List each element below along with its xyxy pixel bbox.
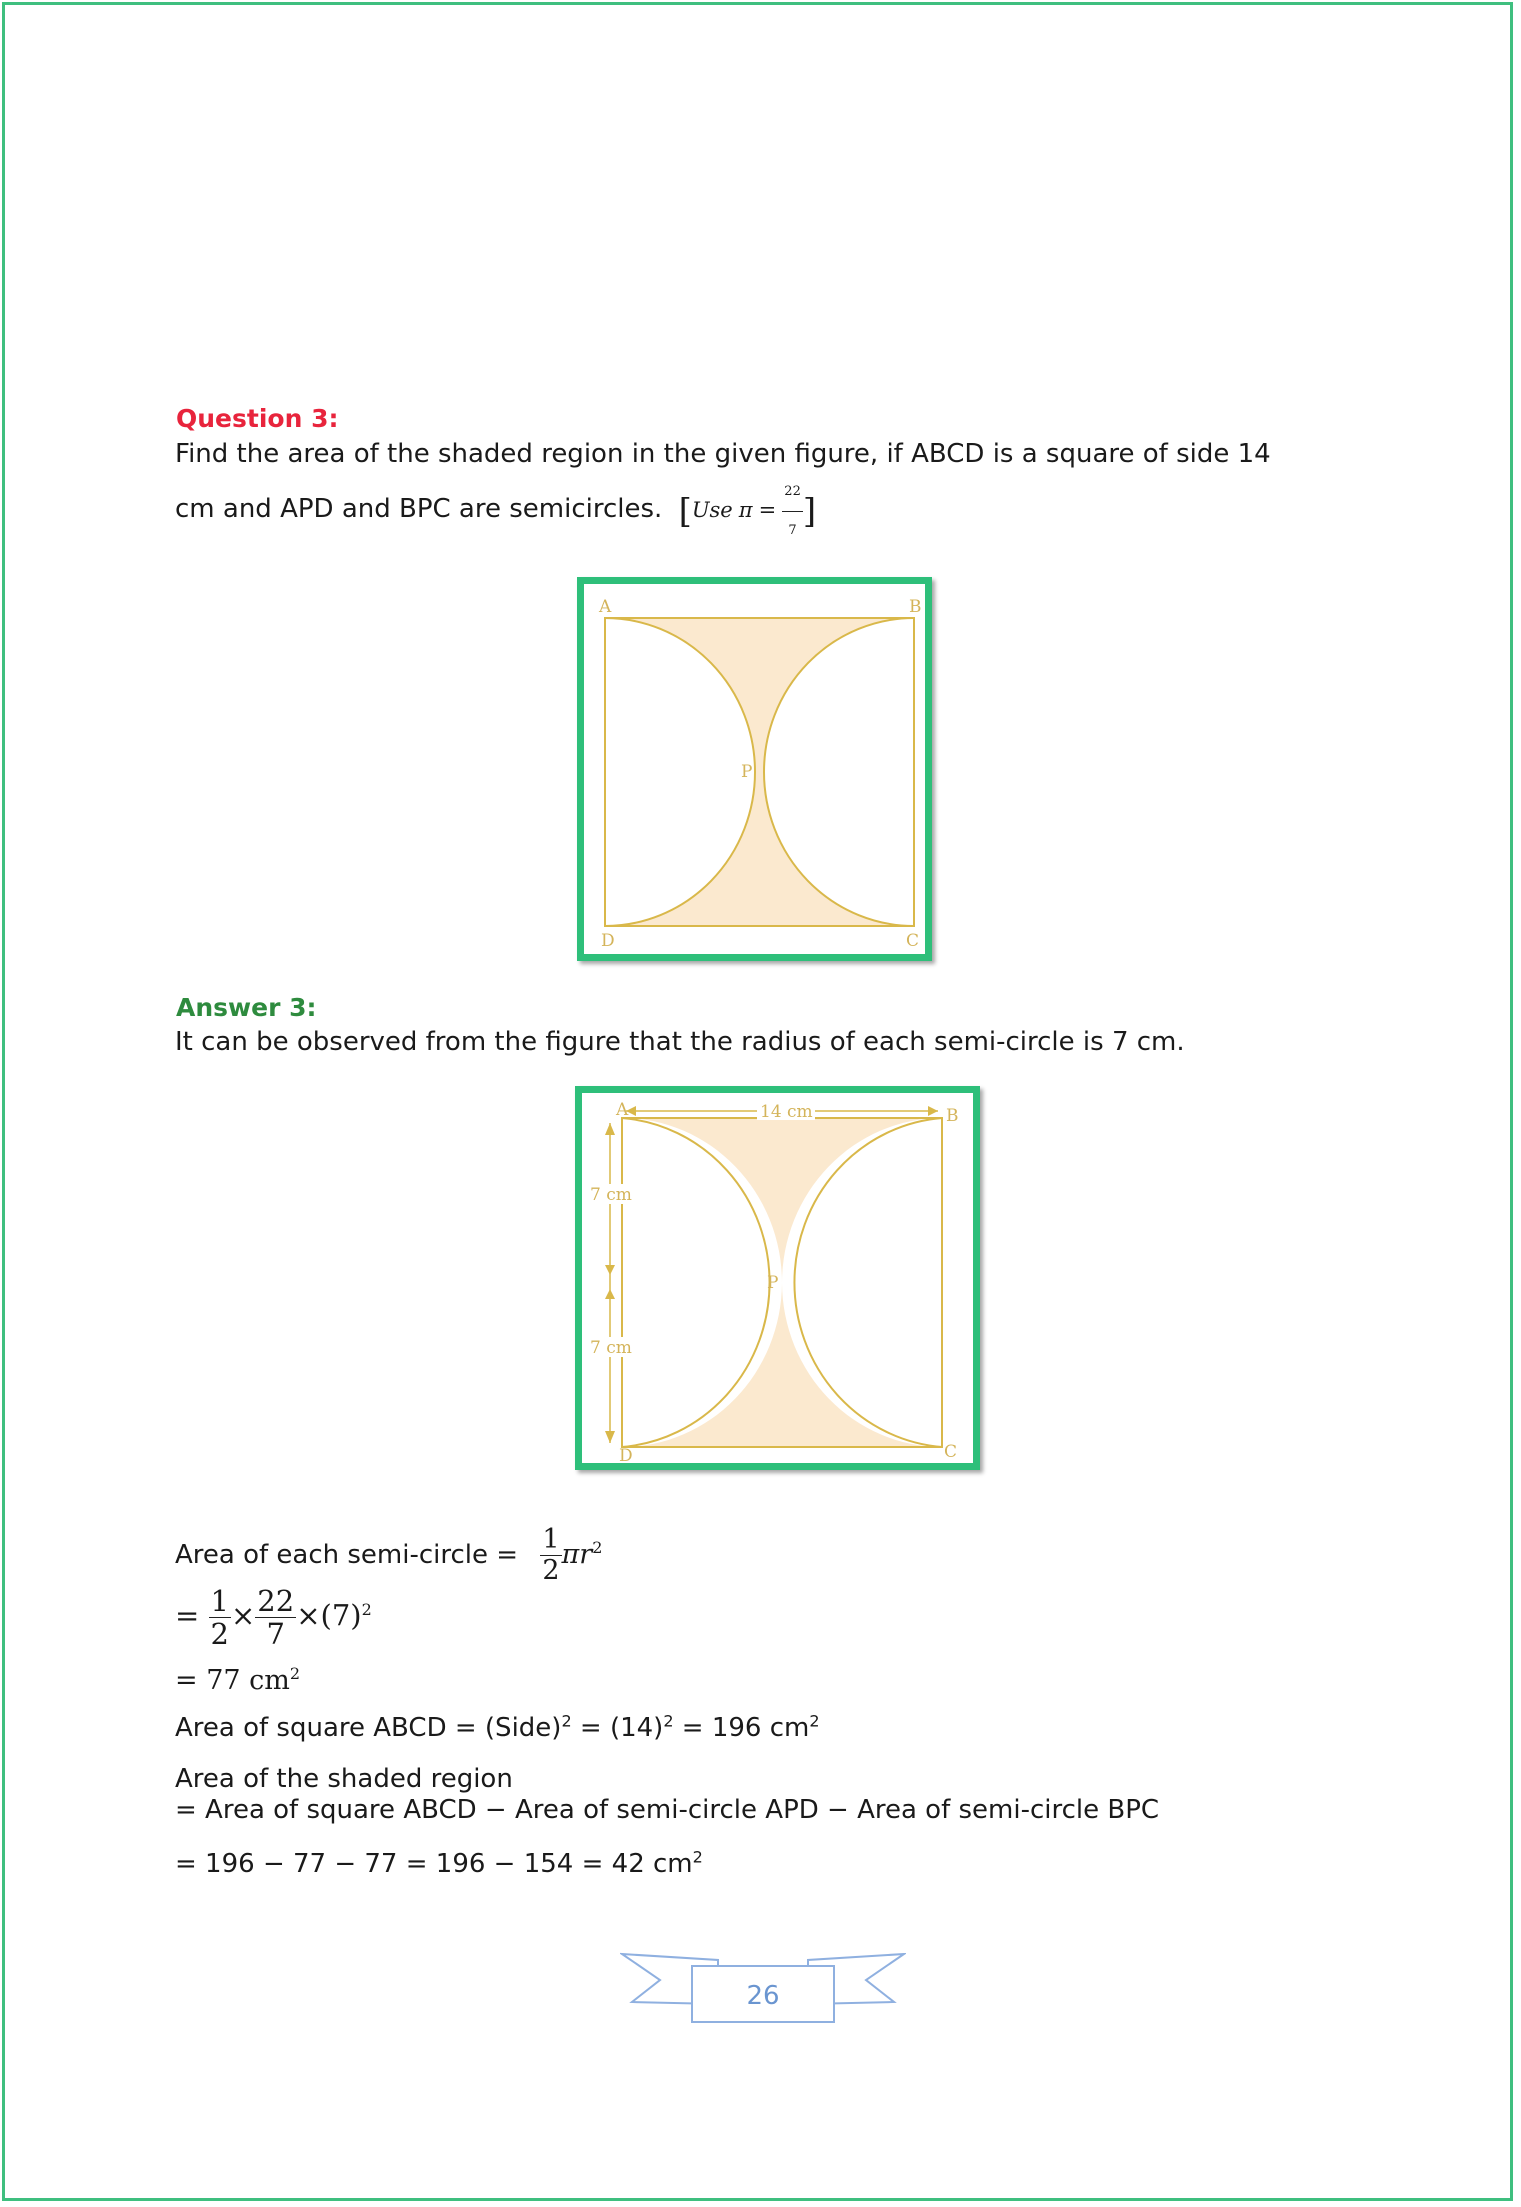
step1-f2-num: 22 bbox=[257, 1584, 295, 1618]
hint-num: 22 bbox=[782, 473, 803, 512]
answer-intro: It can be observed from the figure that the radius of each semi-circle is 7 cm. bbox=[175, 1027, 1185, 1057]
square-exp2: 2 bbox=[663, 1711, 674, 1731]
label-p-2: P bbox=[767, 1273, 779, 1293]
label-p: P bbox=[741, 762, 753, 782]
label-a-2: A bbox=[616, 1100, 629, 1120]
step1-eq: = bbox=[175, 1598, 200, 1633]
semi-area-step2 bbox=[175, 1662, 300, 1700]
figure-answer bbox=[575, 1086, 980, 1470]
square-exp3: 2 bbox=[809, 1711, 820, 1731]
square-exp1: 2 bbox=[561, 1711, 572, 1731]
question-text-line2 bbox=[175, 473, 816, 550]
step1-tail: ×(7) bbox=[296, 1598, 362, 1633]
figure-question bbox=[577, 577, 932, 961]
page-number-ribbon bbox=[620, 1948, 906, 2028]
square-c: = 196 cm bbox=[673, 1713, 810, 1743]
final-exp: 2 bbox=[692, 1847, 703, 1867]
left-dim-lower: 7 cm bbox=[590, 1338, 632, 1358]
label-c-2: C bbox=[944, 1442, 958, 1462]
step2-text: = 77 cm bbox=[175, 1665, 290, 1696]
step1-f2-den: 7 bbox=[266, 1617, 285, 1651]
label-d-2: D bbox=[619, 1446, 633, 1463]
semi-formula-exp: 2 bbox=[592, 1538, 603, 1557]
hint-pi: π bbox=[738, 498, 753, 522]
square-a: Area of square ABCD = (Side) bbox=[175, 1713, 562, 1743]
page-number: 26 bbox=[746, 1981, 780, 2011]
semi-formula-den: 2 bbox=[542, 1555, 560, 1586]
shaded-region bbox=[605, 618, 914, 926]
semi-area-formula bbox=[540, 1524, 603, 1586]
label-a: A bbox=[599, 597, 612, 617]
label-c: C bbox=[906, 931, 920, 951]
shaded-area-label: Area of the shaded region bbox=[175, 1764, 513, 1794]
semi-formula-num: 1 bbox=[542, 1524, 560, 1555]
semi-area-line bbox=[175, 1525, 602, 1586]
step1-exp: 2 bbox=[361, 1599, 372, 1619]
semi-area-label: Area of each semi-circle = bbox=[175, 1540, 519, 1570]
hint-fraction bbox=[782, 473, 803, 550]
label-b-2: B bbox=[946, 1106, 959, 1126]
left-dim-upper: 7 cm bbox=[590, 1185, 632, 1205]
final-answer-line bbox=[175, 1845, 703, 1883]
hint-den: 7 bbox=[788, 523, 797, 538]
top-dim-label: 14 cm bbox=[760, 1102, 813, 1122]
semi-area-step1 bbox=[175, 1585, 372, 1650]
square-area-line bbox=[175, 1709, 820, 1747]
step1-f1-den: 2 bbox=[210, 1617, 229, 1651]
square-b: = (14) bbox=[571, 1713, 664, 1743]
hint-eq: = bbox=[758, 498, 777, 522]
shaded-region-2 bbox=[622, 1118, 942, 1447]
semi-formula-rest: πr bbox=[561, 1539, 593, 1570]
figure-answer-svg bbox=[582, 1093, 973, 1463]
question-text-line2-body: cm and APD and BPC are semicircles. bbox=[175, 494, 663, 524]
answer-heading: Answer 3: bbox=[176, 993, 317, 1022]
ribbon-svg bbox=[620, 1948, 906, 2028]
final-text: = 196 − 77 − 77 = 196 − 154 = 42 cm bbox=[175, 1849, 693, 1879]
label-b: B bbox=[909, 597, 922, 617]
shaded-area-expr: = Area of square ABCD − Area of semi-circle APD − Area of semi-circle BPC bbox=[175, 1795, 1160, 1825]
top-arrow-right bbox=[928, 1106, 938, 1116]
label-d: D bbox=[601, 931, 615, 951]
pi-hint: [Use π = $\frac{22}{7}$ ] bbox=[679, 500, 817, 522]
question-text-line1: Find the area of the shaded region in the given figure, if ABCD is a square of side 14 bbox=[175, 439, 1271, 469]
step1-times: × bbox=[230, 1598, 256, 1633]
step1-f1-num: 1 bbox=[210, 1584, 229, 1618]
question-heading: Question 3: bbox=[176, 404, 339, 433]
step2-exp: 2 bbox=[289, 1664, 301, 1683]
hint-use: Use bbox=[691, 498, 733, 522]
figure-question-svg bbox=[584, 584, 925, 954]
